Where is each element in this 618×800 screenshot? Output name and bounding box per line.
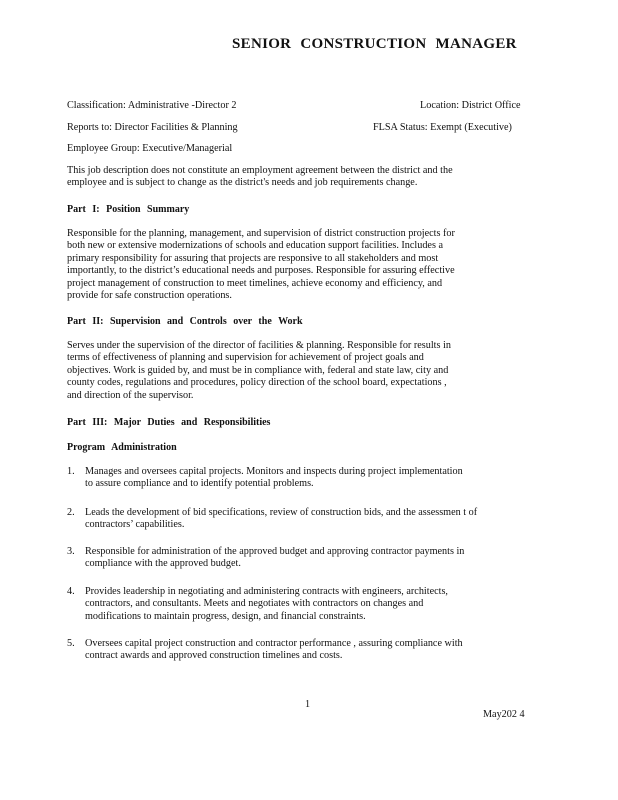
part1-line: both new or extensive modernizations of schools and education support facilities. Includes a [67, 240, 443, 252]
part1-line: importantly, to the district’s educational needs and purposes. Responsible for assuring effective [67, 265, 455, 277]
part2-heading: Part II: Supervision and Controls over the Work [67, 316, 303, 327]
part1-line: Responsible for the planning, management, and supervision of district construction projects for [67, 228, 455, 239]
duty-number: 5. [67, 638, 75, 649]
part2-line: county codes, regulations and procedures, policy direction of the school board, expectations , [67, 377, 447, 389]
program-administration-heading: Program Administration [67, 442, 177, 453]
duty-line: contractors’ capabilities. [85, 519, 185, 531]
part1-body [67, 228, 533, 302]
duty-line: contractors, and consultants. Meets and negotiates with contractors on changes and [85, 598, 424, 610]
duty-number: 1. [67, 466, 75, 477]
duty-line: Responsible for administration of the approved budget and approving contractor payments in [85, 546, 465, 557]
disclaimer [67, 165, 533, 190]
duty-line: to assure compliance and to identify potential problems. [85, 478, 314, 490]
part2-line: terms of effectiveness of planning and supervision for achievement of project goals and [67, 352, 424, 364]
duty-line: Provides leadership in negotiating and administering contracts with engineers, architects, [85, 586, 448, 597]
location: Location: District Office [420, 100, 521, 111]
classification: Classification: Administrative -Director 2 [67, 100, 237, 111]
reports-to: Reports to: Director Facilities & Planning [67, 122, 238, 133]
duty-line: Leads the development of bid specifications, review of construction bids, and the assessmen t of [85, 507, 478, 518]
duty-line: modifications to maintain progress, design, and financial constraints. [85, 610, 366, 622]
part1-line: provide for safe construction operations. [67, 290, 232, 302]
employee-group: Employee Group: Executive/Managerial [67, 143, 233, 154]
revision-date: May202 4 [483, 709, 525, 720]
page-title: SENIOR CONSTRUCTION MANAGER [232, 36, 517, 52]
disclaimer-line: This job description does not constitute an employment agreement between the district and the [67, 165, 453, 176]
duty-number: 4. [67, 586, 75, 597]
duty-line: Manages and oversees capital projects. Monitors and inspects during project implementation [85, 466, 463, 477]
part2-body [67, 340, 533, 402]
disclaimer-line: employee and is subject to change as the district's needs and job requirements change. [67, 177, 418, 189]
duty-line: Oversees capital project construction and contractor performance , assuring compliance with [85, 638, 463, 649]
part2-line: and direction of the supervisor. [67, 389, 194, 401]
part1-heading: Part I: Position Summary [67, 204, 190, 215]
page-number: 1 [305, 699, 311, 710]
flsa-status: FLSA Status: Exempt (Executive) [373, 122, 512, 133]
part3-heading: Part III: Major Duties and Responsibilities [67, 417, 271, 428]
duty-line: contract awards and approved construction timelines and costs. [85, 650, 343, 662]
part1-line: primary responsibility for assuring that projects are responsive to all stakeholders and most [67, 252, 439, 264]
duty-number: 2. [67, 507, 75, 518]
duty-number: 3. [67, 546, 75, 557]
part2-line: Serves under the supervision of the director of facilities & planning. Responsible for results in [67, 340, 451, 351]
part2-line: objectives. Work is guided by, and must be in compliance with, federal and state law, city and [67, 364, 449, 376]
part1-line: project management of construction to meet timelines, achieve economy and efficiency, and [67, 277, 443, 289]
duty-line: compliance with the approved budget. [85, 558, 241, 570]
